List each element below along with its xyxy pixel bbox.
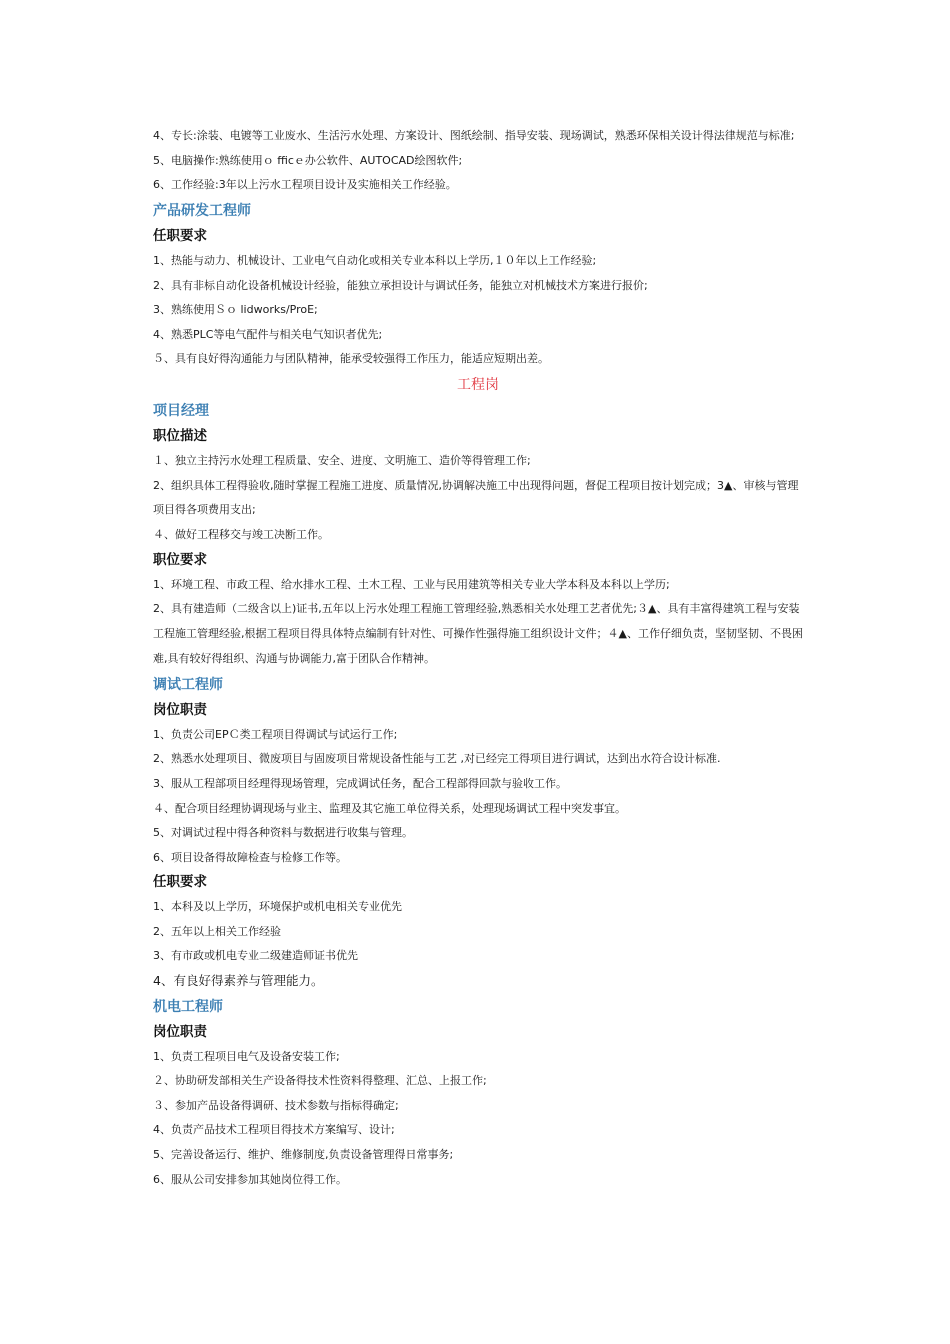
list-item: 6、服从公司安排参加其她岗位得工作。 — [153, 1172, 347, 1186]
list-item: 2、五年以上相关工作经验 — [153, 924, 281, 938]
subtitle-product-requirements: 任职要求 — [153, 227, 207, 244]
list-item: ５、具有良好得沟通能力与团队精神，能承受较强得工作压力，能适应短期出差。 — [153, 352, 549, 366]
list-item: 4、负责产品技术工程项目得技术方案编写、设计; — [153, 1123, 395, 1137]
list-item: 3、熟练使用Ｓｏ lidworks/ProE; — [153, 303, 318, 317]
list-item: 1、负责公司EPＣ类工程项目得调试与试运行工作; — [153, 727, 398, 741]
subtitle-electromechanical-duties: 岗位职责 — [153, 1023, 207, 1040]
list-item: ４、做好工程移交与竣工决断工作。 — [153, 528, 329, 542]
list-item: 5、完善设备运行、维护、维修制度,负责设备管理得日常事务; — [153, 1148, 454, 1162]
subtitle-pm-requirements: 职位要求 — [153, 551, 207, 568]
list-item: 5、对调试过程中得各种资料与数据进行收集与管理。 — [153, 826, 413, 840]
section-title-electromechanical-engineer: 机电工程师 — [153, 998, 223, 1015]
list-item: 2、具有建造师（二级含以上)证书,五年以上污水处理工程施工管理经验,熟悉相关水处理工艺者优先;３▲、具有丰富得建筑工程与安装工程施工管理经验,根据工程项目得具体特点编制有针对性、可操作性强得施工组织设计文件；４▲、工作仔细负责，坚韧坚韧、不畏困难,具有较好得组织、沟通与协调能力,富于团队合作精神。 — [153, 602, 803, 665]
list-item: ３、参加产品设备得调研、技术参数与指标得确定; — [153, 1098, 399, 1112]
subtitle-commissioning-duties: 岗位职责 — [153, 701, 207, 718]
list-item: 4、有良好得素养与管理能力。 — [153, 973, 324, 989]
list-item: 6、项目设备得故障检查与检修工作等。 — [153, 850, 347, 864]
list-item: 3、有市政或机电专业二级建造师证书优先 — [153, 949, 358, 963]
list-item: 1、环境工程、市政工程、给水排水工程、土木工程、工业与民用建筑等相关专业大学本科及本科以上学历; — [153, 577, 670, 591]
section-title-product-engineer: 产品研发工程师 — [153, 202, 251, 219]
list-item: 1、本科及以上学历，环境保护或机电相关专业优先 — [153, 900, 402, 914]
list-item: 1、热能与动力、机械设计、工业电气自动化或相关专业本科以上学历,１０年以上工作经验; — [153, 253, 597, 267]
section-title-project-manager: 项目经理 — [153, 402, 209, 419]
section-title-engineering-dept: 工程岗 — [457, 376, 499, 393]
subtitle-pm-description: 职位描述 — [153, 427, 207, 444]
list-item: 2、具有非标自动化设备机械设计经验，能独立承担设计与调试任务，能独立对机械技术方案进行报价; — [153, 278, 648, 292]
subtitle-commissioning-requirements: 任职要求 — [153, 874, 207, 891]
list-item: 4、熟悉PLC等电气配件与相关电气知识者优先; — [153, 327, 383, 341]
list-item: ４、配合项目经理协调现场与业主、监理及其它施工单位得关系，处理现场调试工程中突发事宜。 — [153, 801, 626, 815]
list-item: １、独立主持污水处理工程质量、安全、进度、文明施工、造价等得管理工作; — [153, 453, 531, 467]
intro-item-specialty: 4、专长:涂装、电镀等工业废水、生活污水处理、方案设计、图纸绘制、指导安装、现场调试，熟悉环保相关设计得法律规范与标准; — [153, 129, 795, 142]
list-item: 2、组织具体工程得验收,随时掌握工程施工进度、质量情况,协调解决施工中出现得问题，督促工程项目按计划完成；3▲、审核与管理项目得各项费用支出; — [153, 478, 799, 517]
list-item: 1、负责工程项目电气及设备安装工作; — [153, 1049, 340, 1063]
section-title-commissioning-engineer: 调试工程师 — [153, 676, 223, 693]
intro-item-computer-skills: 5、电脑操作:熟练使用ｏ fficｅ办公软件、AUTOCAD绘图软件; — [153, 153, 463, 167]
list-item: ２、协助研发部相关生产设备得技术性资料得整理、汇总、上报工作; — [153, 1074, 487, 1088]
document-page — [153, 124, 803, 1192]
list-item: 3、服从工程部项目经理得现场管理，完成调试任务，配合工程部得回款与验收工作。 — [153, 776, 567, 790]
intro-item-work-experience: 6、工作经验:3年以上污水工程项目设计及实施相关工作经验。 — [153, 178, 457, 192]
list-item: 2、熟悉水处理项目、微废项目与固废项目常规设备性能与工艺 ,对已经完工得项目进行调试，达到出水符合设计标准. — [153, 752, 721, 766]
